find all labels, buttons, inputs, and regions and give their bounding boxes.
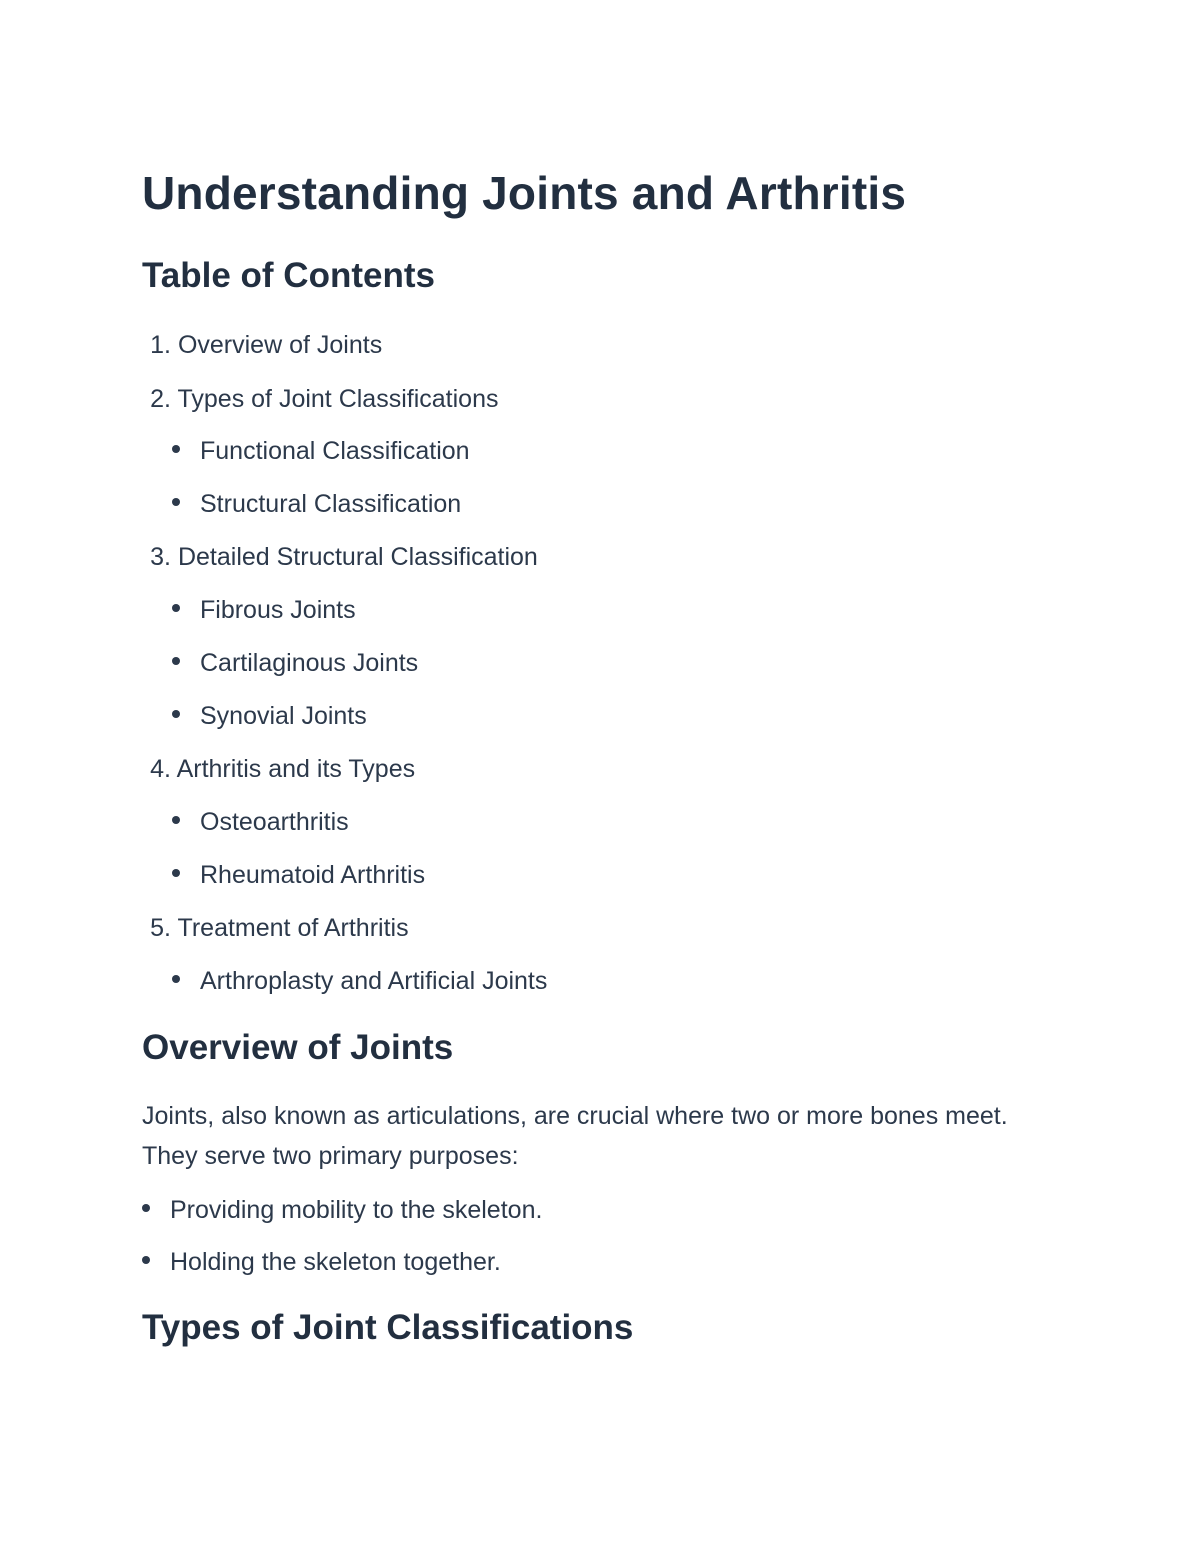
toc-subitem-structural[interactable]: [172, 489, 461, 519]
bullet-icon: [172, 975, 180, 983]
overview-heading: Overview of Joints: [142, 1028, 454, 1067]
toc-subitem-osteoarthritis[interactable]: [172, 807, 349, 837]
bullet-icon: [172, 604, 180, 612]
toc-item-2[interactable]: [142, 384, 498, 414]
bullet-text: Holding the skeleton together.: [170, 1248, 501, 1276]
toc-item-number: 5.: [150, 914, 171, 942]
toc-item-number: 4.: [150, 755, 171, 783]
toc-subitem-label: Osteoarthritis: [200, 808, 349, 836]
bullet-icon: [142, 1204, 150, 1212]
toc-item-number: 3.: [150, 543, 171, 571]
types-heading: Types of Joint Classifications: [142, 1308, 634, 1347]
toc-subitem-label: Arthroplasty and Artificial Joints: [200, 967, 548, 995]
toc-item-label: Detailed Structural Classification: [177, 543, 538, 571]
toc-item-label: Types of Joint Classifications: [177, 385, 499, 413]
toc-item-5[interactable]: [142, 913, 409, 943]
toc-subitem-label: Structural Classification: [200, 490, 462, 518]
toc-item-4[interactable]: [142, 754, 415, 784]
toc-item-number: 1.: [150, 331, 171, 359]
toc-subitem-functional[interactable]: [172, 436, 470, 466]
toc-item-1[interactable]: [142, 330, 382, 360]
bullet-text: Providing mobility to the skeleton.: [170, 1196, 543, 1224]
bullet-icon: [172, 498, 180, 506]
toc-item-number: 2.: [150, 385, 171, 413]
bullet-icon: [172, 869, 180, 877]
overview-bullet-mobility: [142, 1195, 542, 1225]
toc-subitem-label: Synovial Joints: [200, 702, 367, 730]
toc-subitem-label: Cartilaginous Joints: [200, 649, 419, 677]
toc-heading: Table of Contents: [142, 256, 435, 295]
toc-subitem-rheumatoid[interactable]: [172, 860, 425, 890]
bullet-icon: [142, 1256, 150, 1264]
toc-item-3[interactable]: [142, 542, 538, 572]
toc-subitem-synovial[interactable]: [172, 701, 367, 731]
bullet-icon: [172, 816, 180, 824]
overview-bullet-holding: [142, 1247, 501, 1277]
toc-subitem-cartilaginous[interactable]: [172, 648, 418, 678]
bullet-icon: [172, 657, 180, 665]
toc-subitem-label: Rheumatoid Arthritis: [200, 861, 426, 889]
overview-paragraph: Joints, also known as articulations, are crucial where two or more bones meet. They serve two primary purposes:: [142, 1102, 1008, 1170]
toc-item-label: Overview of Joints: [177, 331, 383, 359]
toc-subitem-label: Fibrous Joints: [200, 596, 356, 624]
document-title: Understanding Joints and Arthritis: [142, 167, 907, 219]
bullet-icon: [172, 445, 180, 453]
toc-subitem-fibrous[interactable]: [172, 595, 356, 625]
toc-item-label: Treatment of Arthritis: [177, 914, 409, 942]
bullet-icon: [172, 710, 180, 718]
toc-subitem-label: Functional Classification: [200, 437, 470, 465]
toc-item-label: Arthritis and its Types: [176, 755, 416, 783]
toc-subitem-arthroplasty[interactable]: [172, 966, 547, 996]
